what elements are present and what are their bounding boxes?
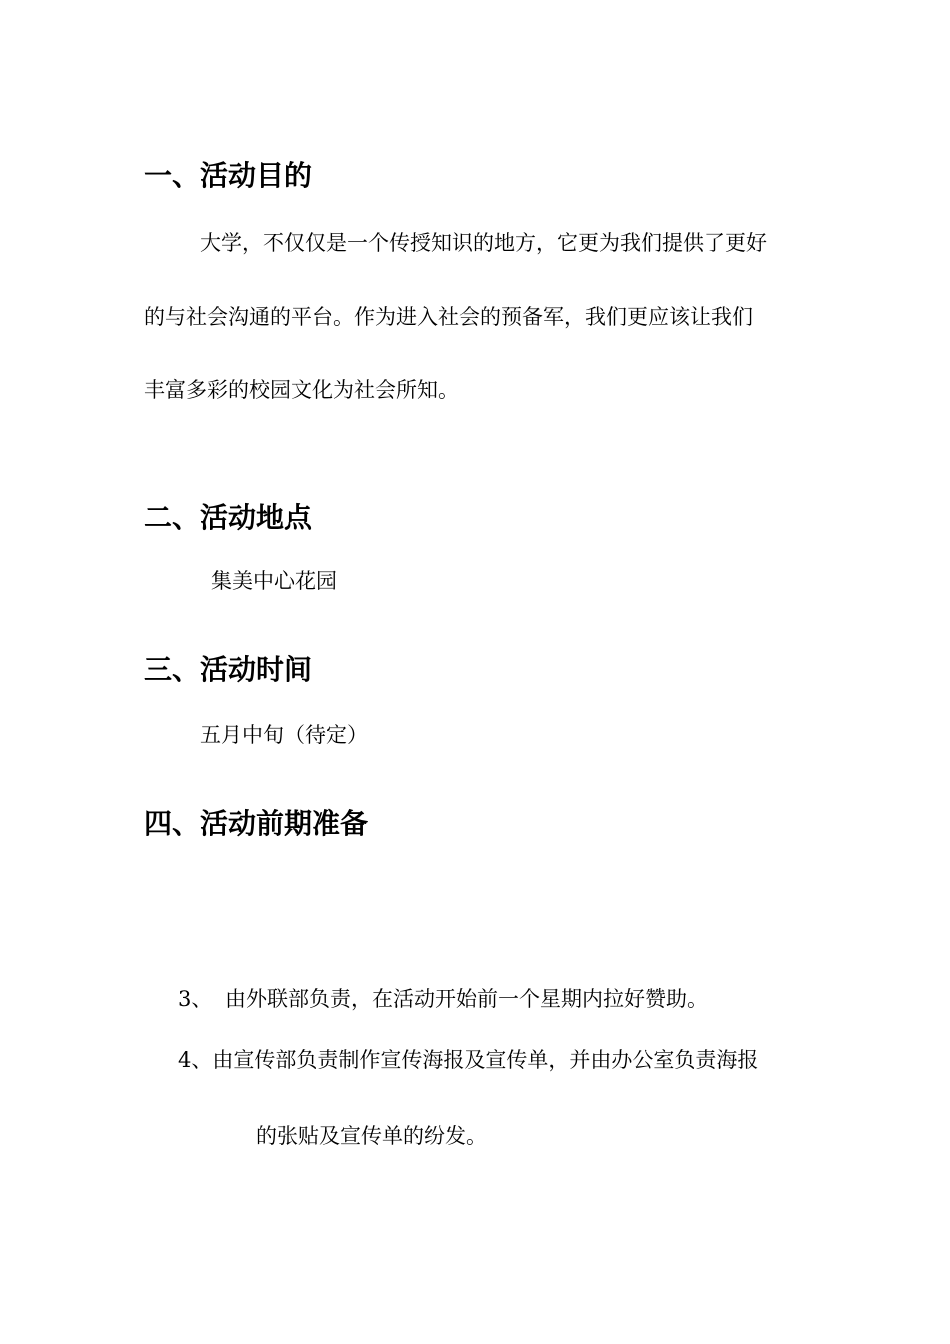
purpose-line-3: 丰富多彩的校园文化为社会所知。 [144, 378, 459, 402]
section-heading-time: 三、活动时间 [144, 653, 313, 686]
prep-item-4-continuation: 的张贴及宣传单的纷发。 [256, 1124, 487, 1148]
purpose-line-1: 大学，不仅仅是一个传授知识的地方，它更为我们提供了更好 [200, 231, 767, 255]
section-heading-purpose: 一、活动目的 [144, 159, 313, 192]
prep-item-3-number: 3、 [178, 987, 213, 1011]
location-text: 集美中心花园 [211, 569, 337, 593]
prep-item-4-text: 4、由宣传部负责制作宣传海报及宣传单，并由办公室负责海报 [178, 1048, 759, 1072]
purpose-line-2: 的与社会沟通的平台。作为进入社会的预备军，我们更应该让我们 [144, 305, 753, 329]
section-heading-location: 二、活动地点 [144, 501, 313, 534]
time-text: 五月中旬（待定） [200, 723, 368, 747]
prep-item-3-text: 由外联部负责，在活动开始前一个星期内拉好赞助。 [225, 987, 708, 1011]
section-heading-preparation: 四、活动前期准备 [144, 807, 369, 840]
